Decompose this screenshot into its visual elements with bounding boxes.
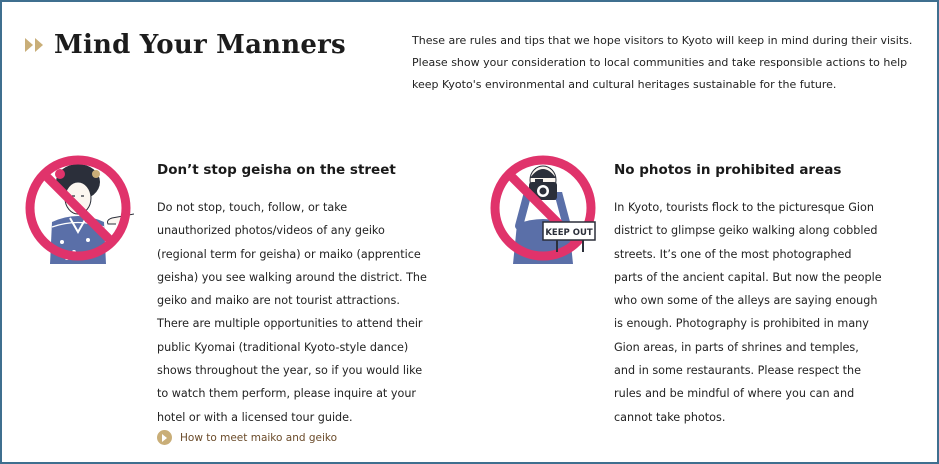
card-title: No photos in prohibited areas [614, 162, 842, 178]
body-line: (regional term for geisha) or maiko (apprentice [157, 247, 421, 261]
intro-text [412, 30, 917, 96]
body-line: In Kyoto, tourists flock to the picturesque Gion [614, 201, 874, 214]
card-body [614, 196, 882, 429]
body-line: Gion areas, in parts of shrines and temples, [614, 340, 859, 354]
card-body [157, 196, 427, 429]
body-line: who own some of the alleys are saying enough [614, 294, 878, 308]
body-line: cannot take photos. [614, 410, 726, 424]
body-line: rules and be mindful of where you can and [614, 387, 855, 401]
no-stopping-geisha-icon [22, 152, 134, 264]
body-line: to watch them perform, please inquire at your [157, 387, 417, 401]
body-line: geisha) you see walking around the district. The [157, 270, 427, 284]
page-header [22, 30, 346, 60]
link-label: How to meet maiko and geiko [180, 431, 338, 444]
double-chevron-right-icon [22, 35, 48, 55]
body-line: and in some restaurants. Please respect the [614, 364, 862, 378]
page-title: Mind Your Manners [54, 30, 346, 60]
body-line: district to glimpse geiko walking along cobbled [614, 224, 878, 238]
body-line: geiko and maiko are not tourist attractions. [157, 294, 400, 308]
body-line: Do not stop, touch, follow, or take [157, 201, 348, 214]
body-line: There are multiple opportunities to attend their [157, 317, 423, 331]
card-title: Don’t stop geisha on the street [157, 162, 396, 178]
no-photos-icon [487, 152, 599, 264]
meet-maiko-link[interactable] [157, 430, 337, 445]
body-line: is enough. Photography is prohibited in many [614, 317, 869, 331]
body-line: unauthorized photos/videos of any geiko [157, 224, 385, 238]
keep-out-sign-text: KEEP OUT [545, 228, 593, 238]
body-line: shows throughout the year, so if you would like [157, 364, 423, 378]
body-line: parts of the ancient capital. But now the people [614, 270, 882, 284]
card-geisha [157, 162, 427, 429]
chevron-right-icon [157, 430, 172, 445]
body-line: public Kyomai (traditional Kyoto-style dance) [157, 340, 409, 354]
body-line: streets. It’s one of the most photographed [614, 247, 852, 261]
card-no-photos [614, 162, 882, 429]
body-line: hotel or with a licensed tour guide. [157, 410, 353, 424]
intro-line: keep Kyoto's environmental and cultural heritages sustainable for the future. [412, 78, 837, 91]
intro-line: These are rules and tips that we hope visitors to Kyoto will keep in mind during their visits. [412, 34, 913, 47]
intro-line: Please show your consideration to local communities and take responsible actions to help [412, 56, 908, 69]
